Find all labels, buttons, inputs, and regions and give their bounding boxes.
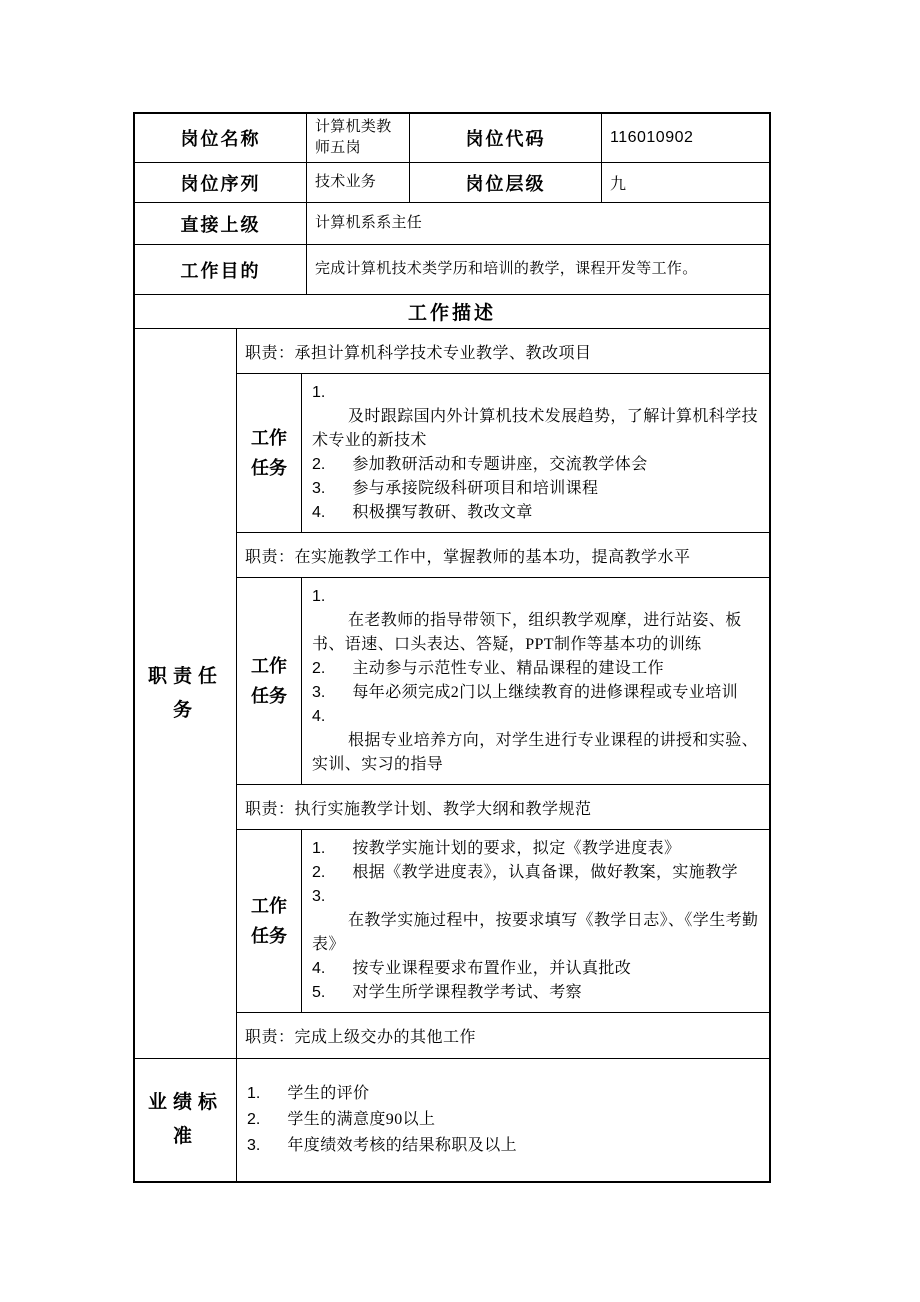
task-text: 在老教师的指导带领下，组织教学观摩，进行站姿、板书、语速、口头表达、答疑，PPT制作等基本功的训练 bbox=[312, 612, 742, 653]
task-item bbox=[312, 681, 763, 705]
post-series-value: 技术业务 bbox=[307, 163, 410, 202]
task-text: 对学生所学课程教学考试、考察 bbox=[352, 984, 583, 1001]
task-item bbox=[312, 501, 763, 525]
task-label-cell bbox=[237, 578, 302, 784]
task-number: 2. bbox=[312, 456, 326, 473]
performance-list bbox=[237, 1059, 769, 1181]
performance-item bbox=[247, 1107, 763, 1133]
performance-label: 业绩标准 bbox=[147, 1092, 223, 1147]
duty-text: 职责：承担计算机科学技术专业教学、教改项目 bbox=[237, 329, 769, 374]
duties-content bbox=[237, 329, 769, 1058]
row-work-description-header bbox=[135, 295, 769, 329]
task-number: 4. bbox=[312, 708, 326, 725]
performance-item-number: 1. bbox=[247, 1085, 261, 1102]
post-code-label: 岗位代码 bbox=[410, 114, 602, 162]
task-group bbox=[237, 578, 769, 785]
task-label: 工作任务 bbox=[251, 428, 287, 478]
post-code-value: 116010902 bbox=[610, 129, 694, 146]
row-post-name-code bbox=[135, 114, 769, 163]
task-item bbox=[312, 585, 763, 657]
duties-section bbox=[135, 329, 769, 1059]
task-text: 参与承接院级科研项目和培训课程 bbox=[352, 480, 599, 497]
purpose-value: 完成计算机技术类学历和培训的教学，课程开发等工作。 bbox=[315, 261, 698, 277]
task-item bbox=[312, 885, 763, 957]
row-supervisor bbox=[135, 203, 769, 245]
task-number: 2. bbox=[312, 660, 326, 677]
task-item bbox=[312, 861, 763, 885]
task-item bbox=[312, 453, 763, 477]
row-series-level bbox=[135, 163, 769, 203]
performance-item-number: 2. bbox=[247, 1111, 261, 1128]
task-text: 积极撰写教研、教改文章 bbox=[352, 504, 533, 521]
performance-item bbox=[247, 1133, 763, 1159]
task-number: 1. bbox=[312, 588, 326, 605]
task-item bbox=[312, 705, 763, 777]
task-number: 1. bbox=[312, 840, 326, 857]
task-item bbox=[312, 381, 763, 453]
task-number: 4. bbox=[312, 504, 326, 521]
supervisor-value: 计算机系系主任 bbox=[315, 215, 423, 231]
post-level-label: 岗位层级 bbox=[410, 163, 602, 202]
duty-text: 职责：在实施教学工作中，掌握教师的基本功，提高教学水平 bbox=[237, 533, 769, 578]
task-text: 按专业课程要求布置作业，并认真批改 bbox=[352, 960, 632, 977]
performance-label-cell bbox=[135, 1059, 237, 1181]
task-text: 按教学实施计划的要求，拟定《教学进度表》 bbox=[352, 840, 681, 857]
task-item bbox=[312, 981, 763, 1005]
task-item bbox=[312, 657, 763, 681]
task-list bbox=[302, 830, 769, 1012]
task-text: 根据《教学进度表》，认真备课，做好教案，实施教学 bbox=[352, 864, 739, 881]
task-number: 3. bbox=[312, 480, 326, 497]
performance-item-text: 年度绩效考核的结果称职及以上 bbox=[287, 1137, 518, 1154]
task-list bbox=[302, 578, 769, 784]
duty-text: 职责：执行实施教学计划、教学大纲和教学规范 bbox=[237, 785, 769, 830]
task-item bbox=[312, 957, 763, 981]
performance-section bbox=[135, 1059, 769, 1181]
job-description-table bbox=[133, 112, 771, 1183]
supervisor-label: 直接上级 bbox=[135, 203, 307, 244]
task-text: 根据专业培养方向，对学生进行专业课程的讲授和实验、实训、实习的指导 bbox=[312, 732, 759, 773]
task-text: 主动参与示范性专业、精品课程的建设工作 bbox=[352, 660, 665, 677]
task-label: 工作任务 bbox=[251, 896, 287, 946]
task-label-cell bbox=[237, 374, 302, 532]
task-group bbox=[237, 374, 769, 533]
task-label: 工作任务 bbox=[251, 656, 287, 706]
task-item bbox=[312, 837, 763, 861]
task-group bbox=[237, 830, 769, 1013]
duties-section-label-cell bbox=[135, 329, 237, 1058]
row-purpose bbox=[135, 245, 769, 295]
post-name-value: 计算机类教师五岗 bbox=[307, 114, 410, 162]
task-number: 2. bbox=[312, 864, 326, 881]
performance-item-text: 学生的评价 bbox=[287, 1085, 370, 1102]
duties-section-label: 职责任务 bbox=[147, 665, 223, 721]
task-text: 每年必须完成2门以上继续教育的进修课程或专业培训 bbox=[352, 684, 739, 701]
task-text: 在教学实施过程中，按要求填写《教学日志》、《学生考勤表》 bbox=[312, 912, 759, 953]
task-number: 1. bbox=[312, 384, 326, 401]
work-description-title: 工作描述 bbox=[407, 303, 496, 324]
post-series-label: 岗位序列 bbox=[135, 163, 307, 202]
task-text: 参加教研活动和专题讲座，交流教学体会 bbox=[352, 456, 648, 473]
task-item bbox=[312, 477, 763, 501]
duty-text-closing: 职责：完成上级交办的其他工作 bbox=[245, 1029, 477, 1046]
performance-item-number: 3. bbox=[247, 1137, 261, 1154]
task-list bbox=[302, 374, 769, 532]
purpose-label: 工作目的 bbox=[135, 245, 307, 294]
post-level-value: 九 bbox=[610, 176, 627, 193]
performance-item bbox=[247, 1081, 763, 1107]
task-text: 及时跟踪国内外计算机技术发展趋势，了解计算机科学技术专业的新技术 bbox=[312, 408, 759, 449]
task-label-cell bbox=[237, 830, 302, 1012]
task-number: 3. bbox=[312, 888, 326, 905]
task-number: 4. bbox=[312, 960, 326, 977]
post-name-label: 岗位名称 bbox=[135, 114, 307, 162]
performance-item-text: 学生的满意度90以上 bbox=[287, 1111, 436, 1128]
task-number: 3. bbox=[312, 684, 326, 701]
task-number: 5. bbox=[312, 984, 326, 1001]
